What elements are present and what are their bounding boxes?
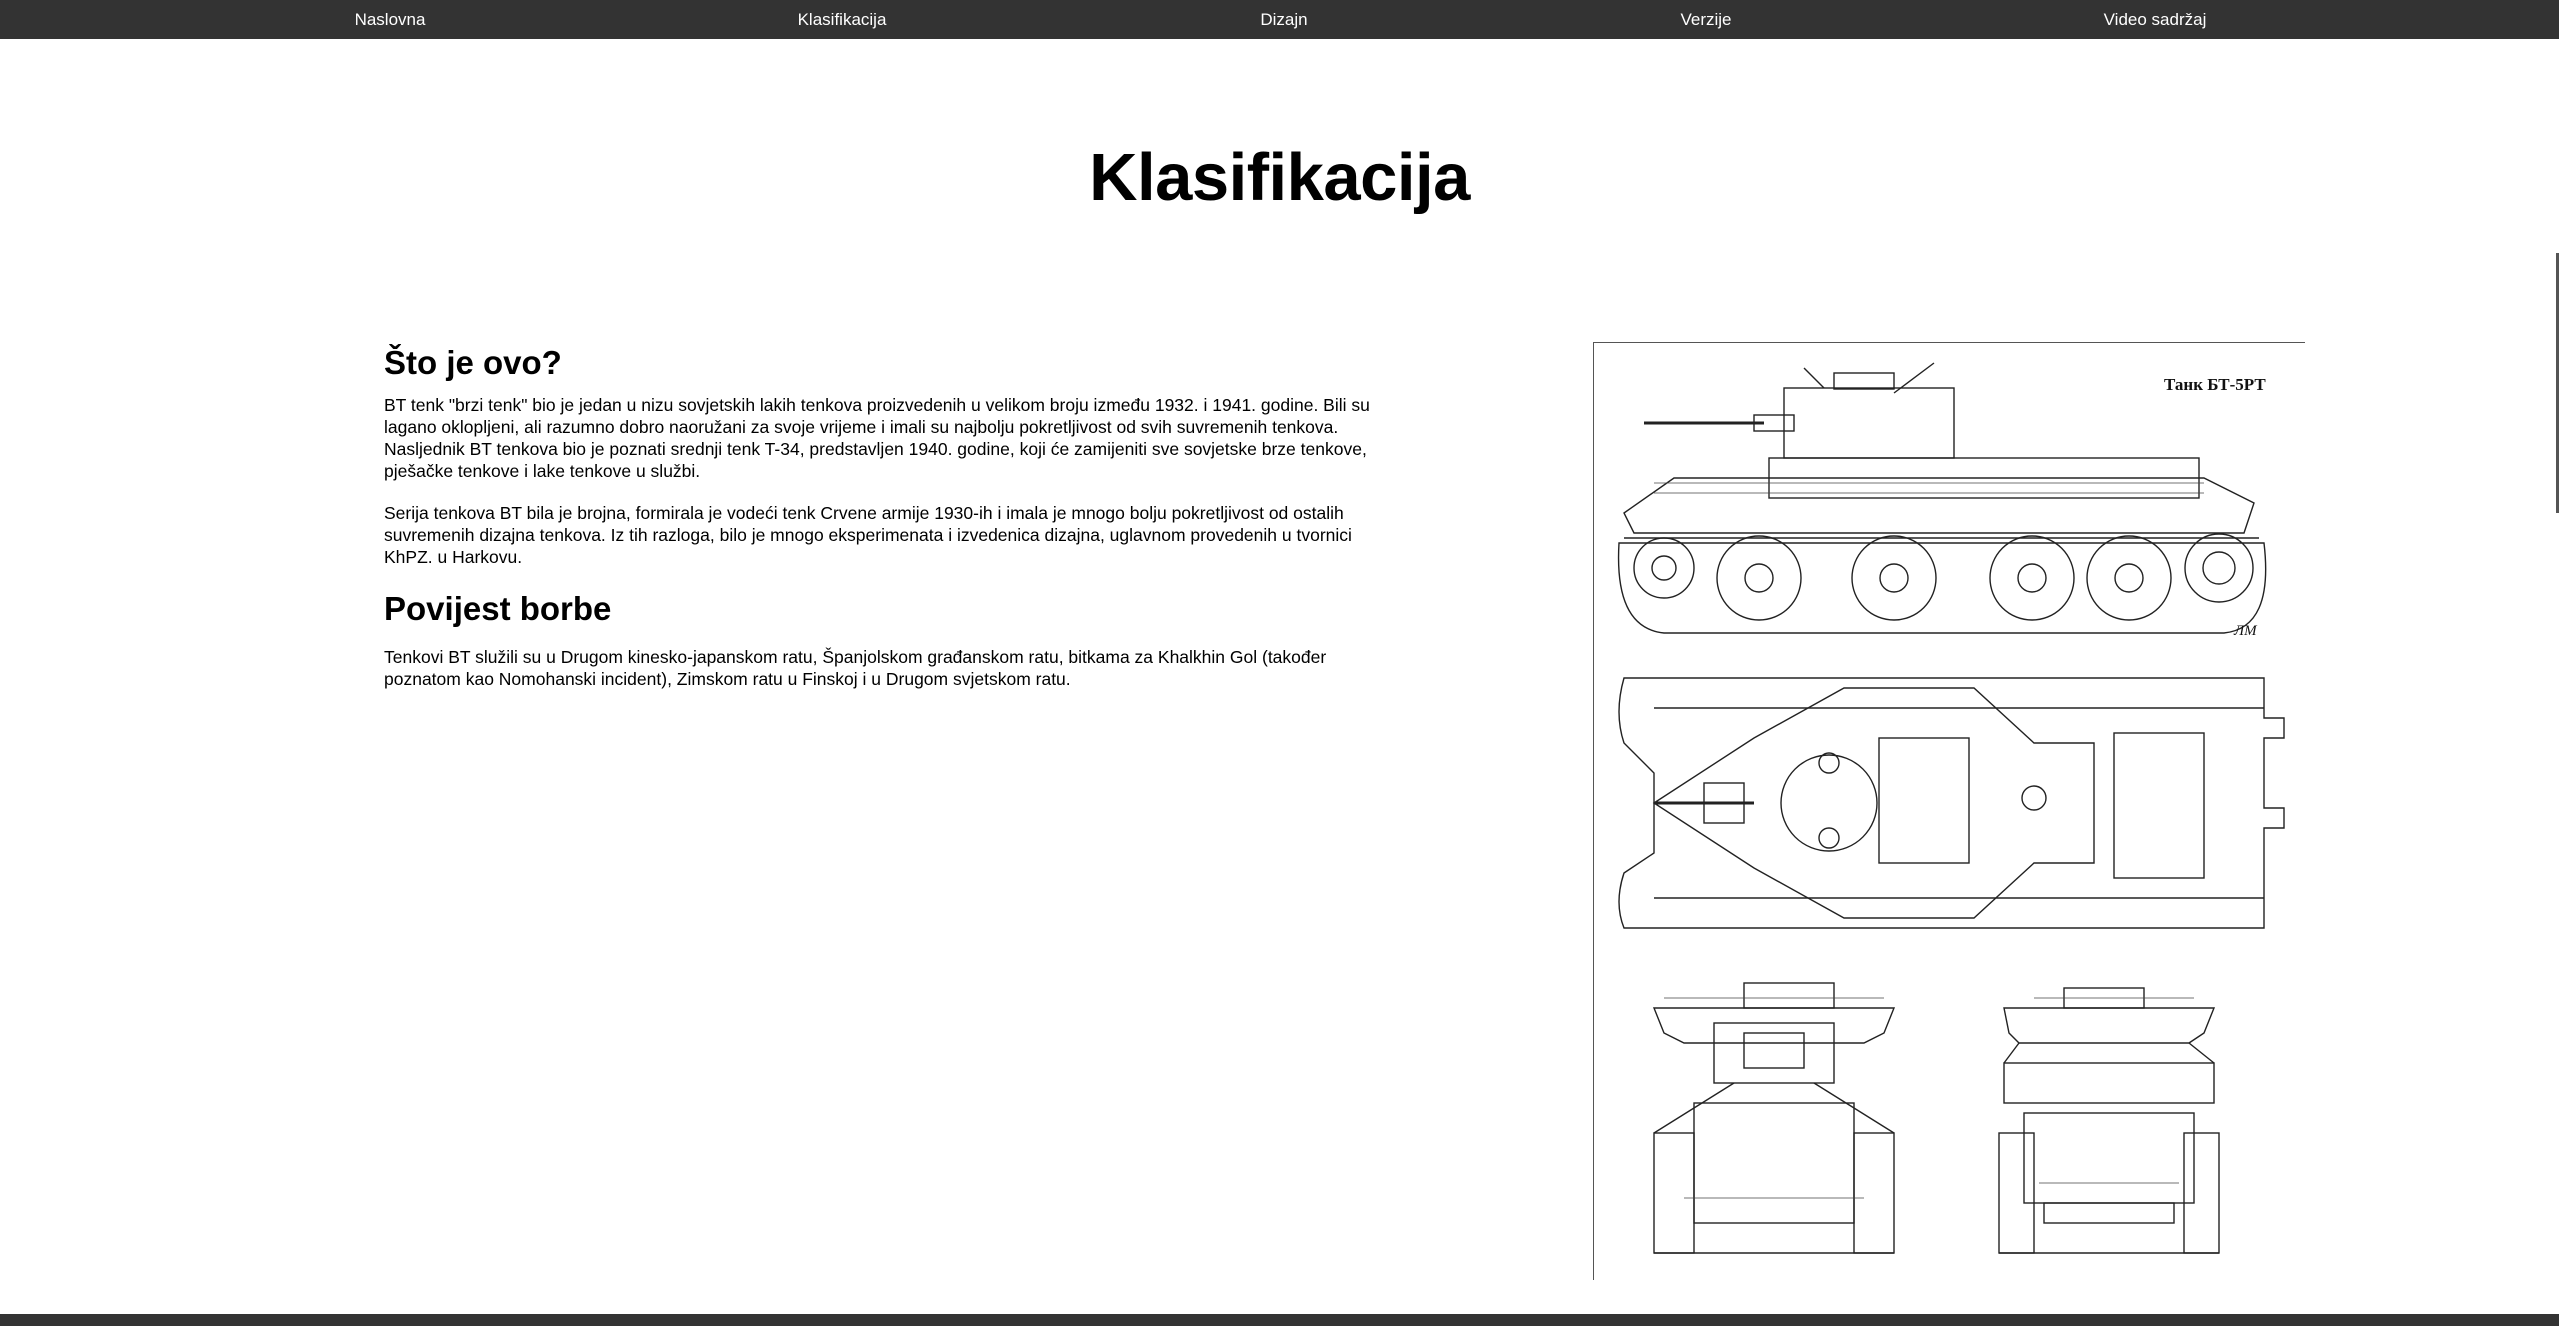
section-heading-history: Povijest borbe bbox=[384, 590, 612, 627]
side-view-wheels bbox=[1634, 534, 2253, 620]
nav-link-dizajn[interactable]: Dizajn bbox=[1260, 10, 1308, 29]
section-paragraph: Tenkovi BT služili su u Drugom kinesko-japanskom ratu, Španjolskom građanskom ratu, bitkama za Khalkhin Gol (također poznatom kao Nomohanski incident), Zimskom ratu u Finskoj i u Drugom svjetskom ratu. bbox=[384, 647, 1327, 689]
nav-link-video-sadrzaj[interactable]: Video sadržaj bbox=[2103, 10, 2207, 29]
footer-bar bbox=[0, 1314, 2559, 1326]
blueprint-caption: Танк БТ-5РТ bbox=[2164, 375, 2266, 394]
section-paragraph: BT tenk "brzi tenk" bio je jedan u nizu sovjetskih lakih tenkova proizvedenih u velikom broju između 1932. i 1941. godine. Bili su lagano oklopljeni, ali razumno dobro naoružani za svoje vrijeme i imali su najbolju pokretljivost od svih suvremenih tenkova. Nasljednik BT tenkova bio je poznati srednji tenk T-34, predstavljen 1940. godine, koji će zamijeniti sve sovjetske brze tenkove, pješačke tenkove i lake tenkove u službi. bbox=[384, 395, 1370, 481]
blueprint-signature: ЛМ bbox=[2234, 623, 2257, 639]
top-navbar bbox=[0, 0, 2559, 39]
page-title: Klasifikacija bbox=[1089, 140, 1470, 215]
article-content bbox=[384, 336, 1394, 690]
nav-link-klasifikacija[interactable]: Klasifikacija bbox=[797, 10, 887, 29]
tank-blueprint-drawing bbox=[1594, 343, 2305, 1280]
nav-link-naslovna[interactable]: Naslovna bbox=[354, 10, 426, 29]
section-paragraph: Serija tenkova BT bila je brojna, formirala je vodeći tenk Crvene armije 1930-ih i imala je mnogo bolju pokretljivost od ostalih suvremenih dizajna tenkova. Iz tih razloga, bilo je mnogo eksperimenata i izvedenica dizajna, uglavnom provedenih u tvornici KhPZ. u Harkovu. bbox=[384, 503, 1352, 567]
top-view bbox=[1619, 678, 2284, 928]
front-view bbox=[1654, 983, 1894, 1253]
section-heading-what: Što je ovo? bbox=[384, 344, 562, 381]
rear-view bbox=[1999, 988, 2219, 1253]
nav-link-verzije[interactable]: Verzije bbox=[1680, 10, 1732, 29]
tank-blueprint-image bbox=[1593, 342, 2305, 1280]
